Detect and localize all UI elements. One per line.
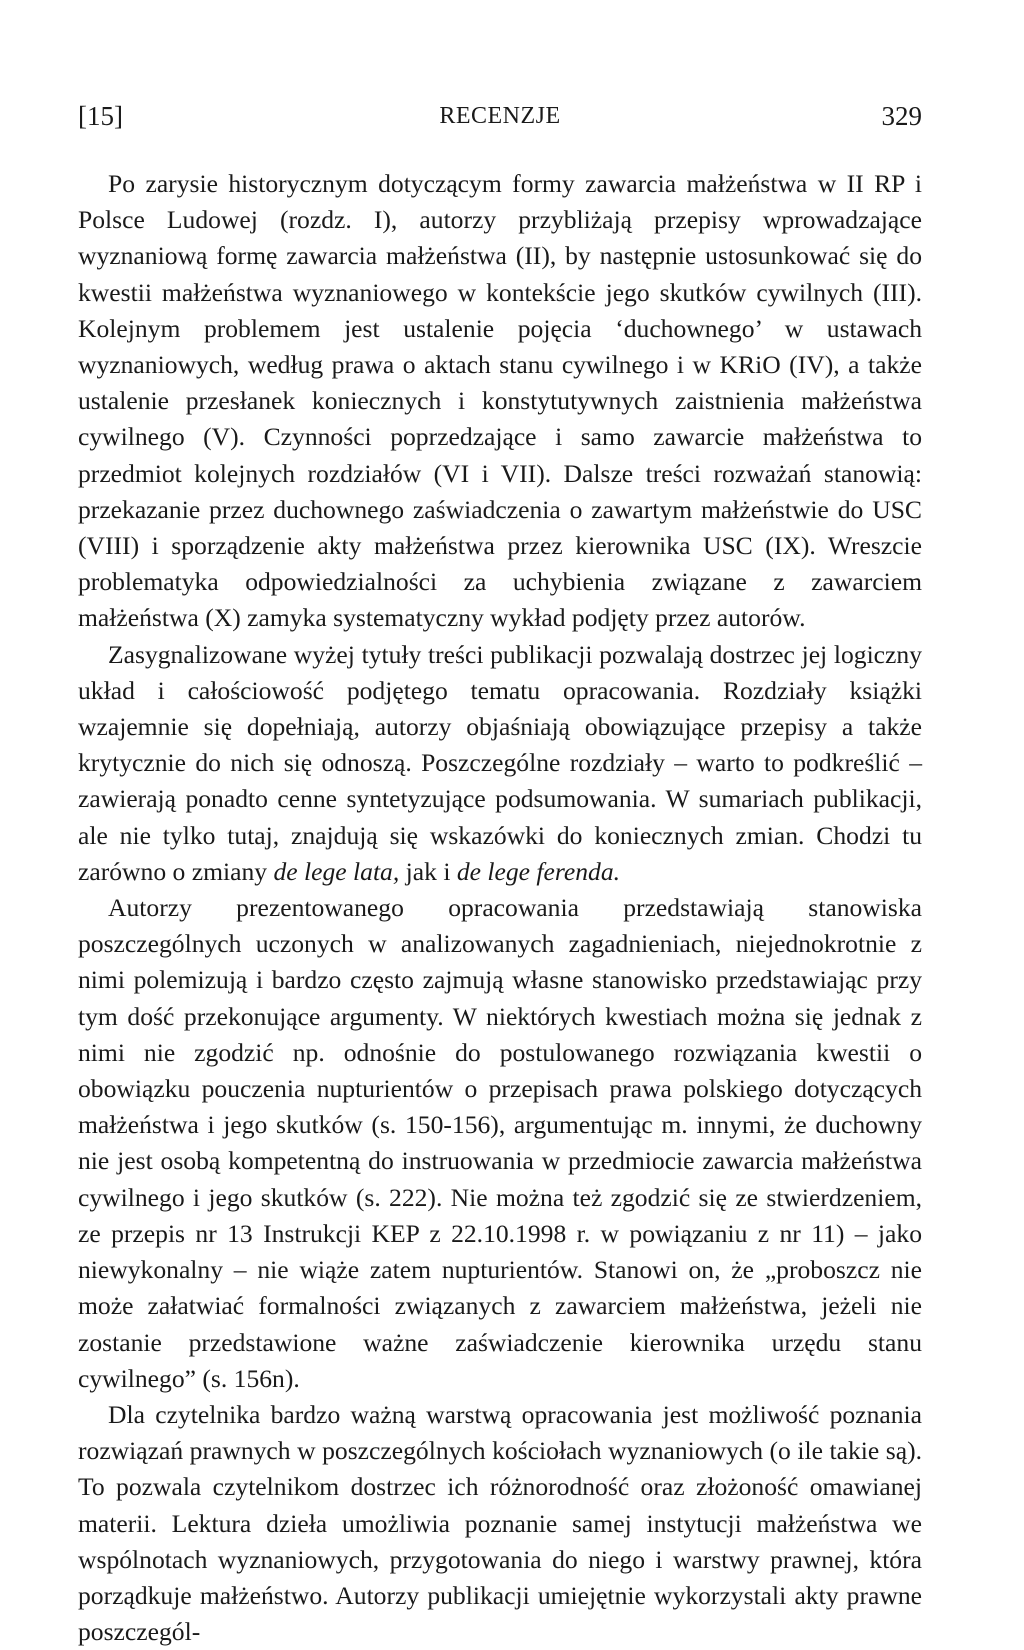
running-head xyxy=(78,98,922,134)
paragraph-3 xyxy=(78,890,922,1397)
body-text xyxy=(78,166,922,1650)
page-reference: [15] xyxy=(78,101,123,131)
paragraph-text: Dla czytelnika bardzo ważną warstwą opracowania jest możliwość poznania rozwiązań prawnych w poszczególnych kościołach wyznaniowych (o ile takie są). To pozwala czytelnikom dostrzec ich różnorodność oraz złożoność omawianej materii. Lektura dzieła umożliwia poznanie samej instytucji małżeństwa we wspólnotach wyznaniowych, przygotowania do niego i warstwy prawnej, która porządkuje małżeństwo. Autorzy publikacji umiejętnie wykorzystali akty prawne poszczegól- xyxy=(78,1399,922,1647)
latin-term: de lege ferenda. xyxy=(456,856,621,886)
paragraph-text: Autorzy prezentowanego opracowania przedstawiają stanowiska poszczególnych uczonych w analizowanych zagadnieniach, niejednokrotnie z nimi polemizują i bardzo często zajmują własne stanowisko przedstawiając przy tym dość przekonujące argumenty. W niektórych kwestiach można się jednak z nimi nie zgodzić np. odnośnie do postulowanego rozwiązania kwestii o obowiązku pouczenia nupturientów o przepisach prawa polskiego dotyczących małżeństwa i jego skutków (s. 150-156), argumentując m. innymi, że duchowny nie jest osobą kompetentną do instruowania w przedmiocie zawarcia małżeństwa cywilnego i jego skutków (s. 222). Nie można też zgodzić się ze stwierdzeniem, ze przepis nr 13 Instrukcji KEP z 22.10.1998 r. w powiązaniu z nr 11) – jako niewykonalny – nie wiąże zatem nupturientów. Stanowi on, że „proboszcz nie może załatwiać formalności związanych z zawarciem małżeństwa, jeżeli nie zostanie przedstawione ważne zaświadczenie kierownika urzędu stanu cywilnego” (s. 156n). xyxy=(78,893,922,1393)
latin-term: de lege lata, xyxy=(273,856,400,886)
paragraph-1 xyxy=(78,166,922,637)
section-title: RECENZJE xyxy=(439,103,561,129)
paragraph-text: jak i xyxy=(399,856,457,886)
paragraph-2 xyxy=(78,637,922,890)
page-number: 329 xyxy=(881,101,922,131)
paragraph-4 xyxy=(78,1397,922,1650)
paragraph-text: Po zarysie historycznym dotyczącym formy zawarcia małżeństwa w II RP i Polsce Ludowej (rozdz. I), autorzy przybliżają przepisy wprowadzające wyznaniową formę zawarcia małżeństwa (II), by następnie ustosunkować się do kwestii małżeństwa wyznaniowego w kontekście jego skutków cywilnych (III). Kolejnym problemem jest ustalenie pojęcia ‘duchownego’ w ustawach wyznaniowych, według prawa o aktach stanu cywilnego i w KRiO (IV), a także ustalenie przesłanek koniecznych i konstytutywnych zaistnienia małżeństwa cywilnego (V). Czynności poprzedzające i samo zawarcie małżeństwa to przedmiot kolejnych rozdziałów (VI i VII). Dalsze treści rozważań stanowią: przekazanie przez duchownego zaświadczenia o zawartym małżeństwie do USC (VIII) i sporządzenie akty małżeństwa przez kierownika USC (IX). Wreszcie problematyka odpowiedzialności za uchybienia związane z zawarciem małżeństwa (X) zamyka systematyczny wykład podjęty przez autorów. xyxy=(78,169,922,633)
paragraph-text: Zasygnalizowane wyżej tytuły treści publikacji pozwalają dostrzec jej logiczny układ i całościowość podjętego tematu opracowania. Rozdziały książki wzajemnie się dopełniają, autorzy objaśniają obowiązujące przepisy a także krytycznie do nich się odnoszą. Poszczególne rozdziały – warto to podkreślić – zawierają ponadto cenne syntetyzujące podsumowania. W sumariach publikacji, ale nie tylko tutaj, znajdują się wskazówki do koniecznych zmian. Chodzi tu zarówno o zmiany xyxy=(78,639,922,886)
